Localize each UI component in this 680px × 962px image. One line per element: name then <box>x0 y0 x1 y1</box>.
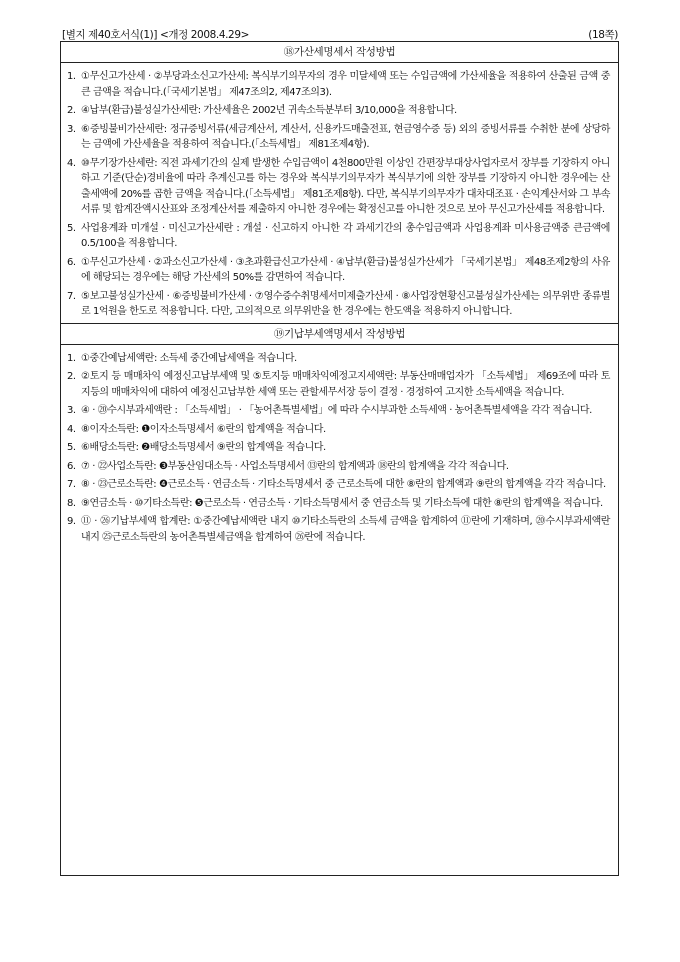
item-number: 7. <box>67 479 76 490</box>
instruction-item <box>67 440 610 456</box>
item-number: 7. <box>67 290 76 302</box>
instruction-item <box>67 289 610 320</box>
section-prepaid-tax-instructions <box>61 323 618 546</box>
item-text: ①무신고가산세 · ②부당과소신고가산세: 복식부기의무자의 경우 미달세액 또는 수입금액에 가산세율을 적용하여 산출된 금액 중 큰 금액을 적습니다.(「국세기본법」 제47조의2, 제47조의3). <box>81 71 610 98</box>
item-number: 5. <box>67 222 76 234</box>
item-text: ⑤보고불성실가산세 · ⑥증빙불비가산세 · ⑦영수증수취명세서미제출가산세 · ⑧사업장현황신고불성실가산세는 의무위반 종류별로 1억원을 한도로 적용합니다. 다만, 고의적으로 의무위반을 한 경우에는 한도액을 적용하지 아니합니다. <box>81 290 610 317</box>
section-title: ⑲기납부세액명세서 작성방법 <box>61 324 618 345</box>
item-text: ⑦ · ㉒사업소득란: ❸부동산임대소득 · 사업소득명세서 ⑬란의 합계액과 ⑱란의 합계액을 각각 적습니다. <box>81 460 509 472</box>
item-number: 9. <box>67 516 76 527</box>
item-text: ⑪ · ㉖기납부세액 합계란: ①중간예납세액란 내지 ⑩기타소득란의 소득세 금액을 합계하여 ⑪란에 기재하며, ⑳수시부과세액란 내지 ㉕근로소득란의 농어촌특별세금액을 합계하여 ㉖란에 적습니다. <box>81 516 610 543</box>
instruction-item <box>67 422 610 438</box>
item-text: ①중간예납세액란: 소득세 중간예납세액을 적습니다. <box>81 352 297 364</box>
item-number: 6. <box>67 460 76 472</box>
instruction-item <box>67 103 610 119</box>
form-header <box>62 27 618 41</box>
item-text: ⑥증빙불비가산세란: 정규증빙서류(세금계산서, 계산서, 신용카드매출전표, 현금영수증 등) 외의 증빙서류를 수취한 분에 상당하는 금액에 가산세율을 적용하여 적습니다.(「소득세법」 제81조제4항). <box>81 123 610 150</box>
item-number: 4. <box>67 423 76 435</box>
item-text: 사업용계좌 미개설 · 미신고가산세란 : 개설 · 신고하지 아니한 각 과세기간의 총수입금액과 사업용계좌 미사용금액중 큰금액에 0.5/100을 적용합니다. <box>81 222 610 249</box>
item-number: 2. <box>67 105 76 116</box>
instructions-box <box>60 41 619 876</box>
item-text: ②토지 등 매매차익 예정신고납부세액 및 ⑤토지등 매매차익예정고지세액란: 부동산매매업자가 「소득세법」 제69조에 따라 토지등의 매매차익에 대하여 예정신고납부한 세액 또는 관할세무서장 등이 결정 · 경정하여 고지한 소득세액을 적습니다. <box>81 371 610 398</box>
item-number: 8. <box>67 497 76 509</box>
instruction-item <box>67 403 610 419</box>
form-number: [별지 제40호서식(1)] <개정 2008.4.29> <box>62 29 250 41</box>
item-text: ④납부(환급)불성실가산세란: 가산세율은 2002년 귀속소득분부터 3/10,000을 적용합니다. <box>81 105 457 116</box>
instruction-item <box>67 514 610 545</box>
instruction-item <box>67 69 610 100</box>
item-text: ⑧이자소득란: ❶이자소득명세서 ⑥란의 합계액을 적습니다. <box>81 423 326 435</box>
instruction-item <box>67 221 610 252</box>
item-text: ⑥배당소득란: ❷배당소득명세서 ⑨란의 합계액을 적습니다. <box>81 442 326 453</box>
item-number: 3. <box>67 123 76 135</box>
item-number: 3. <box>67 405 76 416</box>
instruction-item <box>67 122 610 153</box>
instruction-item <box>67 459 610 475</box>
item-text: ⑨연금소득 · ⑩기타소득란: ❺근로소득 · 연금소득 · 기타소득명세서 중 연금소득 및 기타소득에 대한 ⑧란의 합계액을 적습니다. <box>81 497 603 509</box>
section-surcharge-instructions <box>61 42 618 320</box>
item-number: 4. <box>67 157 76 169</box>
item-number: 5. <box>67 442 76 453</box>
instruction-list <box>61 63 618 320</box>
item-number: 6. <box>67 256 76 268</box>
instruction-item <box>67 351 610 367</box>
instruction-list <box>61 345 618 546</box>
page-number: (18쪽) <box>588 29 618 41</box>
item-number: 1. <box>67 352 76 364</box>
instruction-item <box>67 369 610 400</box>
instruction-item <box>67 255 610 286</box>
instruction-item <box>67 477 610 493</box>
section-title: ⑱가산세명세서 작성방법 <box>61 42 618 63</box>
item-text: ⑩무기장가산세란: 직전 과세기간의 실제 발생한 수입금액이 4천800만원 이상인 간편장부대상사업자로서 장부를 기장하지 아니하고 기준(단순)경비율에 따라 추계신고를 하는 경우와 복식부기의무자가 복식부기에 의한 장부를 기장하지 아니한 경우에는 산출세액에 20%를 곱한 금액을 적습니다.(「소득세법」 제81조제8항). 다만, 복식부기의무자가 대차대조표 · 손익계산서와 그 부속서류 및 합계잔액시산표와 조정계산서를 제출하지 아니한 경우에는 확정신고를 아니한 것으로 보아 무신고가산세를 적용합니다. <box>81 157 610 215</box>
instruction-item <box>67 496 610 512</box>
item-number: 2. <box>67 371 76 382</box>
instruction-item <box>67 156 610 218</box>
item-text: ①무신고가산세 · ②과소신고가산세 · ③초과환급신고가산세 · ④납부(환급)불성실가산세가 「국세기본법」 제48조제2항의 사유에 해당되는 경우에는 해당 가산세의 50%를 감면하여 적습니다. <box>81 256 610 283</box>
item-text: ④ · ⑳수시부과세액란 : 「소득세법」 · 「농어촌특별세법」에 따라 수시부과한 소득세액 · 농어촌특별세액을 각각 적습니다. <box>81 405 592 416</box>
item-text: ⑧ · ㉓근로소득란: ❹근로소득 · 연금소득 · 기타소득명세서 중 근로소득에 대한 ⑧란의 합계액과 ⑨란의 합계액을 각각 적습니다. <box>81 479 606 490</box>
item-number: 1. <box>67 71 76 82</box>
